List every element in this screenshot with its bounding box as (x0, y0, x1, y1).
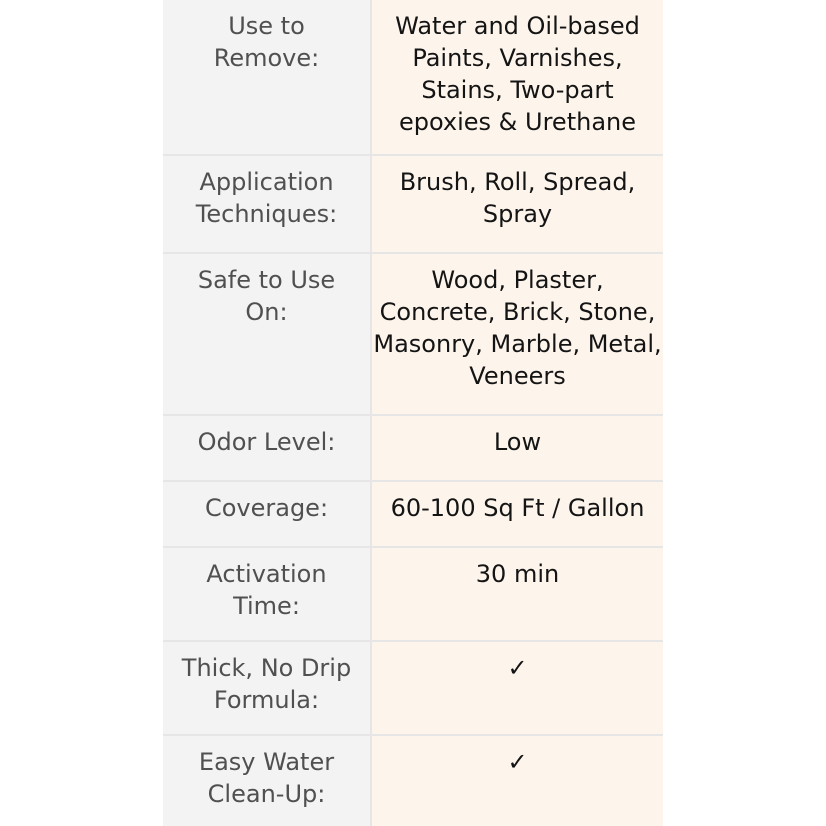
value-text: 30 min (475, 560, 560, 588)
label-text: Safe to Use On: (197, 266, 336, 326)
value-text: Wood, Plaster, Concrete, Brick, Stone, Masonry, Marble, Metal, Veneers (373, 266, 662, 390)
label-text: Easy Water Clean-Up: (198, 748, 335, 808)
row-label-thick-no-drip-formula (163, 642, 372, 736)
row-value-thick-no-drip-formula (372, 642, 663, 736)
row-label-use-to-remove (163, 0, 372, 156)
label-text: Application Techniques: (195, 168, 338, 228)
row-value-activation-time (372, 548, 663, 642)
row-label-safe-to-use-on (163, 254, 372, 416)
label-text: Odor Level: (197, 428, 336, 456)
row-value-safe-to-use-on (372, 254, 663, 416)
value-text: 60-100 Sq Ft / Gallon (390, 494, 645, 522)
row-value-application-techniques (372, 156, 663, 254)
spec-table (163, 0, 663, 826)
row-value-use-to-remove (372, 0, 663, 156)
value-text: Low (493, 428, 542, 456)
row-label-application-techniques (163, 156, 372, 254)
row-label-activation-time (163, 548, 372, 642)
row-label-coverage (163, 482, 372, 548)
row-value-coverage (372, 482, 663, 548)
value-text: Brush, Roll, Spread, Spray (399, 168, 636, 228)
checkmark-icon: ✓ (507, 748, 528, 776)
value-text: Water and Oil-based Paints, Varnishes, Stains, Two-part epoxies & Urethane (395, 12, 640, 136)
label-text: Coverage: (204, 494, 329, 522)
label-text: Use to Remove: (213, 12, 320, 72)
label-text: Thick, No Drip Formula: (181, 654, 352, 714)
row-label-odor-level (163, 416, 372, 482)
row-label-easy-water-clean-up (163, 736, 372, 826)
checkmark-icon: ✓ (507, 654, 528, 682)
row-value-easy-water-clean-up (372, 736, 663, 826)
row-value-odor-level (372, 416, 663, 482)
label-text: Activation Time: (206, 560, 327, 620)
